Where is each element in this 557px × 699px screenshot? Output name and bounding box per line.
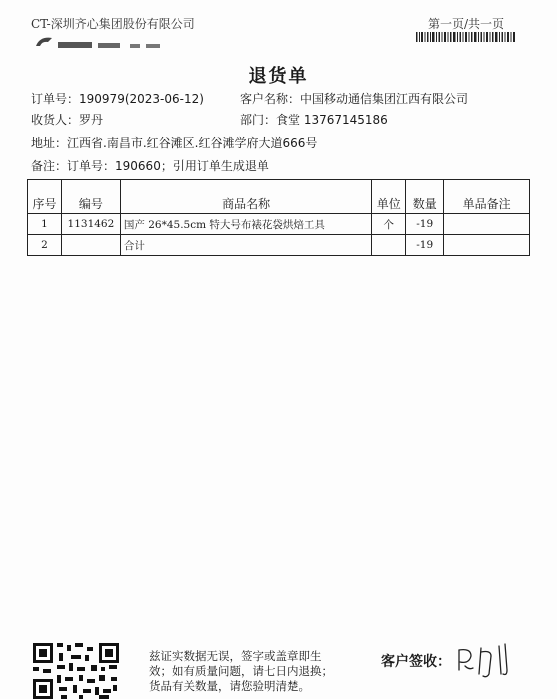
cell-unit: 个 bbox=[372, 214, 406, 235]
footer-line-3: 货品有关数量，请您验明清楚。 bbox=[149, 679, 310, 693]
cell-qty: -19 bbox=[406, 214, 444, 235]
cell-note bbox=[444, 235, 530, 256]
cell-product: 国产 26*45.5cm 特大号布裱花袋烘焙工具 bbox=[120, 214, 371, 235]
customer-signature-label: 客户签收： bbox=[381, 654, 451, 670]
qr-code bbox=[33, 643, 119, 699]
company-name: CT-深圳齐心集团股份有限公司 bbox=[31, 17, 195, 31]
header-unit: 单位 bbox=[372, 180, 406, 214]
order-number: 订单号：190979(2023-06-12) bbox=[31, 92, 204, 106]
items-table bbox=[27, 179, 530, 256]
cell-unit bbox=[372, 235, 406, 256]
cell-code bbox=[61, 235, 120, 256]
header-product: 商品名称 bbox=[120, 180, 371, 214]
cell-code: 1131462 bbox=[61, 214, 120, 235]
cell-qty: -19 bbox=[406, 235, 444, 256]
footer-line-2: 效；如有质量问题，请七日内退换； bbox=[149, 664, 333, 678]
consignee: 收货人：罗丹 bbox=[31, 113, 104, 127]
header-note: 单品备注 bbox=[444, 180, 530, 214]
table-row bbox=[28, 214, 530, 235]
table-header-row bbox=[28, 180, 530, 214]
header-seq: 序号 bbox=[28, 180, 62, 214]
barcode bbox=[416, 32, 516, 42]
remarks: 备注：订单号：190660；引用订单生成退单 bbox=[31, 159, 269, 173]
page-number: 第一页/共一页 bbox=[428, 17, 505, 31]
table-row bbox=[28, 235, 530, 256]
document-title: 退货单 bbox=[248, 66, 309, 87]
cell-seq: 1 bbox=[28, 214, 62, 235]
customer-name: 客户名称：中国移动通信集团江西有限公司 bbox=[240, 92, 469, 106]
department: 部门：食堂 13767145186 bbox=[240, 113, 388, 127]
header-code: 编号 bbox=[61, 180, 120, 214]
cell-note bbox=[444, 214, 530, 235]
address: 地址：江西省.南昌市.红谷滩区.红谷滩学府大道666号 bbox=[31, 136, 318, 150]
handwritten-signature bbox=[451, 640, 521, 680]
footer-note bbox=[149, 649, 349, 694]
cell-seq: 2 bbox=[28, 235, 62, 256]
company-logo bbox=[34, 34, 164, 48]
header-qty: 数量 bbox=[406, 180, 444, 214]
cell-product: 合计 bbox=[120, 235, 371, 256]
footer-line-1: 兹证实数据无误，签字或盖章即生 bbox=[149, 649, 322, 663]
